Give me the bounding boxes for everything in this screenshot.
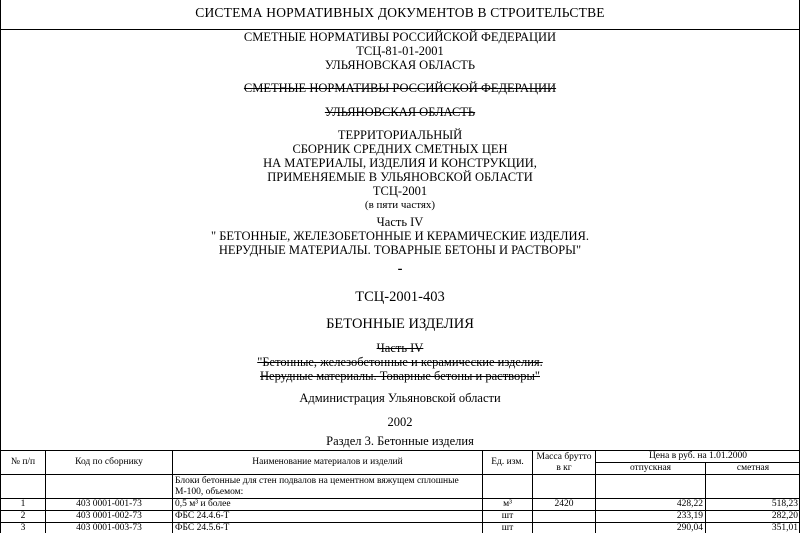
row-estimate: 282,20 <box>706 511 800 523</box>
row-unit: м³ <box>483 499 533 511</box>
row-mass <box>533 511 596 523</box>
col-header-name: Наименование материалов и изделий <box>173 451 483 475</box>
row-name: ФБС 24.4.6-Т <box>173 511 483 523</box>
col-header-unit: Ед. изм. <box>483 451 533 475</box>
row-unit: шт <box>483 511 533 523</box>
struck-region-name: УЛЬЯНОВСКАЯ ОБЛАСТЬ <box>324 105 476 119</box>
struck-federation-norms: СМЕТНЫЕ НОРМАТИВЫ РОССИЙСКОЙ ФЕДЕРАЦИИ <box>243 81 557 95</box>
razdel-title: Раздел 3. Бетонные изделия <box>326 434 474 448</box>
col-header-mass: Масса брутто в кг <box>533 451 596 475</box>
territorial-title: ТЕРРИТОРИАЛЬНЫЙ <box>337 128 463 142</box>
row-num: 1 <box>1 499 46 511</box>
part-label: Часть IV <box>376 215 424 229</box>
row-num: 2 <box>1 511 46 523</box>
row-mass: 2420 <box>533 499 596 511</box>
row-unit: шт <box>483 523 533 533</box>
system-title: СИСТЕМА НОРМАТИВНЫХ ДОКУМЕНТОВ В СТРОИТЕЛЬСТВЕ <box>195 5 605 20</box>
part-title-line-1: " БЕТОННЫЕ, ЖЕЛЕЗОБЕТОННЫЕ И КЕРАМИЧЕСКИЕ ИЗДЕЛИЯ. <box>211 229 589 243</box>
row-release: 233,19 <box>596 511 706 523</box>
tsc-2001: ТСЦ-2001 <box>372 184 428 198</box>
struck-part-title-2: Нерудные материалы. Товарные бетоны и растворы" <box>260 369 540 383</box>
table-group-row <box>1 475 800 499</box>
row-name: ФБС 24.5.6-Т <box>173 523 483 533</box>
row-code: 403 0001-001-73 <box>46 499 173 511</box>
table-row <box>1 499 800 511</box>
table-row <box>1 523 800 533</box>
administration: Администрация Ульяновской области <box>299 391 501 405</box>
tsc-code: ТСЦ-81-01-2001 <box>356 44 444 58</box>
row-code: 403 0001-003-73 <box>46 523 173 533</box>
collection-title: СБОРНИК СРЕДНИХ СМЕТНЫХ ЦЕН <box>292 142 508 156</box>
col-header-num: № п/п <box>1 451 46 475</box>
price-table <box>0 450 800 533</box>
five-parts-note: (в пяти частях) <box>364 199 436 211</box>
region-name: УЛЬЯНОВСКАЯ ОБЛАСТЬ <box>324 58 476 72</box>
col-header-price: Цена в руб. на 1.01.2000 <box>596 451 800 463</box>
separator-dash: - <box>397 261 403 277</box>
system-header <box>0 0 800 30</box>
table-row <box>1 511 800 523</box>
section-name: БЕТОННЫЕ ИЗДЕЛИЯ <box>326 316 474 332</box>
col-header-code: Код по сборнику <box>46 451 173 475</box>
part-title-line-2: НЕРУДНЫЕ МАТЕРИАЛЫ. ТОВАРНЫЕ БЕТОНЫ И РАСТВОРЫ" <box>218 243 582 257</box>
applied-title: ПРИМЕНЯЕМЫЕ В УЛЬЯНОВСКОЙ ОБЛАСТИ <box>267 170 533 184</box>
row-estimate: 351,01 <box>706 523 800 533</box>
col-header-release: отпускная <box>596 463 706 475</box>
row-release: 428,22 <box>596 499 706 511</box>
group-description: Блоки бетонные для стен подвалов на цементном вяжущем сплошные М-100, объемом: <box>173 475 483 499</box>
materials-title: НА МАТЕРИАЛЫ, ИЗДЕЛИЯ И КОНСТРУКЦИИ, <box>263 156 537 170</box>
struck-part-title-1: "Бетонные, железобетонные и керамические изделия. <box>257 355 543 369</box>
row-release: 290,04 <box>596 523 706 533</box>
row-num: 3 <box>1 523 46 533</box>
federation-norms: СМЕТНЫЕ НОРМАТИВЫ РОССИЙСКОЙ ФЕДЕРАЦИИ <box>243 30 557 44</box>
row-code: 403 0001-002-73 <box>46 511 173 523</box>
year: 2002 <box>387 415 413 429</box>
row-name: 0,5 м³ и более <box>173 499 483 511</box>
document-code: ТСЦ-2001-403 <box>355 289 445 305</box>
row-mass <box>533 523 596 533</box>
struck-part-label: Часть IV <box>376 341 424 355</box>
col-header-estimate: сметная <box>706 463 800 475</box>
row-estimate: 518,23 <box>706 499 800 511</box>
